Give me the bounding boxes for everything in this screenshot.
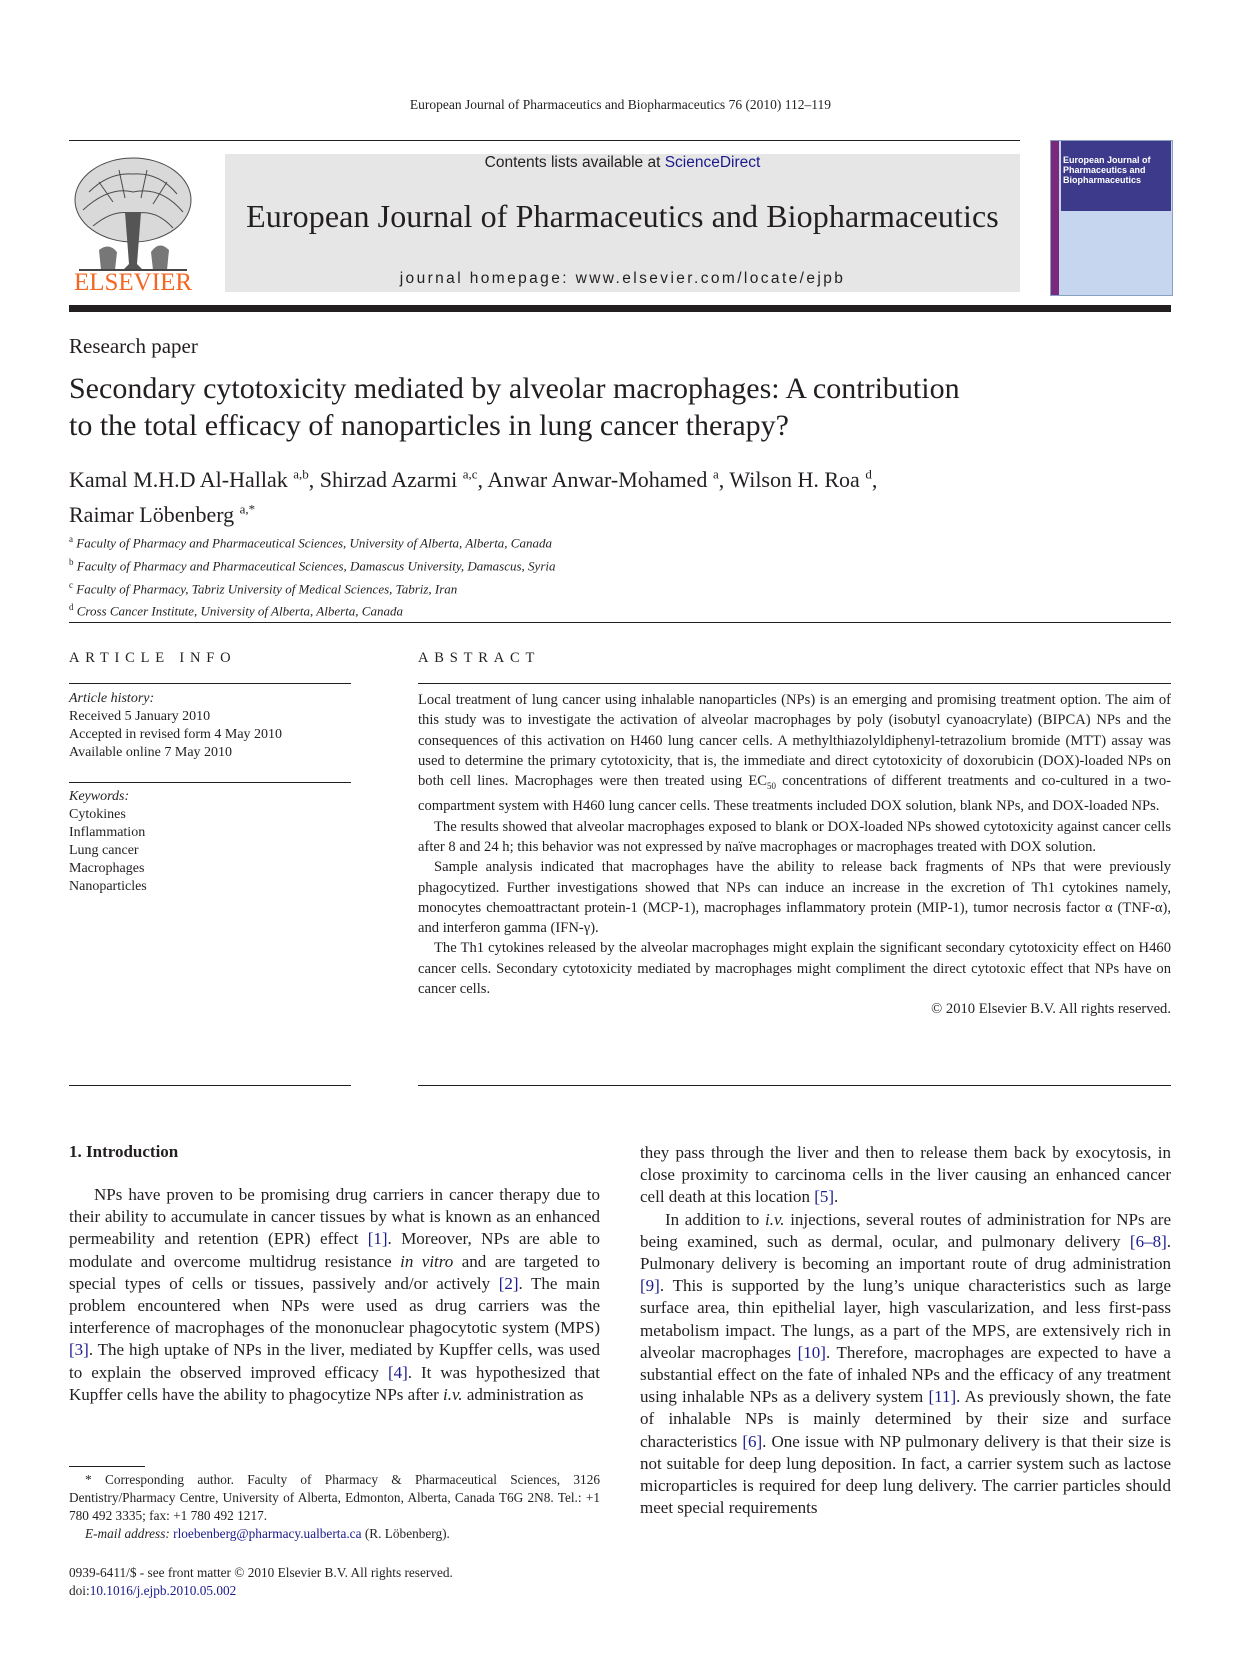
keyword: Inflammation xyxy=(69,825,146,840)
intro-paragraph-1 xyxy=(69,1184,600,1406)
contents-prefix: Contents lists available at xyxy=(484,154,665,171)
text-run: . Moreover, NPs are able to modulate and overcome multidrug resistance xyxy=(69,1229,600,1271)
abstract-bottom-rule xyxy=(418,1085,1171,1086)
intro-paragraph-1-cont xyxy=(640,1142,1171,1209)
sciencedirect-link[interactable]: ScienceDirect xyxy=(664,154,761,171)
corresponding-author-note: * Corresponding author. Faculty of Pharmacy & Pharmaceutical Sciences, 3126 Dentistry/Pharmacy Centre, University of Alberta, Edmonton, Alberta, Canada T6G 2N8. Tel.: +1 780 492 3335; fax: +1 780 492 1217. xyxy=(69,1472,600,1523)
text-run: administration as xyxy=(462,1384,584,1404)
text-run: and are targeted to special types of cells or tissues, passively and/or actively xyxy=(69,1251,601,1293)
journal-title: European Journal of Pharmaceutics and Biopharmaceutics xyxy=(246,198,999,234)
article-info-rule xyxy=(69,683,351,684)
text-run: . As previously shown, the fate of inhalable NPs is mainly determined by their size and surface characteristics xyxy=(640,1387,1171,1451)
title-line-2: to the total efficacy of nanoparticles in lung cancer therapy? xyxy=(69,409,789,442)
text-run: . The main problem encountered when NPs were used as drug carriers was the interference of macrophages of the mononuclear phagocytotic system (MPS) xyxy=(69,1273,600,1338)
keywords xyxy=(69,788,147,896)
text-run: . Pulmonary delivery is becoming an important route of drug administration xyxy=(640,1231,1171,1274)
journal-citation: European Journal of Pharmaceutics and Biopharmaceutics 76 (2010) 112–119 xyxy=(409,97,832,112)
intro-paragraph-2 xyxy=(640,1209,1171,1520)
author-5[interactable]: Raimar Löbenberg $^{a,*}$ xyxy=(69,501,256,527)
elsevier-tree-icon xyxy=(69,152,197,292)
cover-title: European Journal of Pharmaceutics and Biopharmaceutics xyxy=(1063,155,1151,185)
text-run: . It was hypothesized that Kupffer cells have the ability to phagocytize NPs after xyxy=(69,1362,600,1404)
abstract-paragraph-4: The Th1 cytokines released by the alveolar macrophages might explain the significant secondary cytotoxicity effect on H460 cancer cells. Secondary cytotoxicity mediated by macrophages might compliment the direct cytotoxic effect that NPs have on cancer cells. xyxy=(418,940,1171,998)
text-run: . One issue with NP pulmonary delivery is that their size is not suitable for deep lung deposition. In fact, a carrier system such as lactose microparticles is required for deep lung delivery. The carrier particles should meet special requirements xyxy=(640,1431,1172,1518)
affiliation-c: $^c$ Faculty of Pharmacy, Tabriz University of Medical Sciences, Tabriz, Iran xyxy=(69,579,458,596)
doi-line: doi:10.1016/j.ejpb.2010.05.002 xyxy=(69,1583,237,1598)
abstract-copyright: © 2010 Elsevier B.V. All rights reserved. xyxy=(931,1001,1171,1018)
author-1[interactable]: Kamal M.H.D Al-Hallak $^{a,b}$ xyxy=(69,467,309,493)
text-run: they pass through the liver and then to release them back by exocytosis, in close proximity to carcinoma cells in the liver causing an enhanced cancer cell death at this location xyxy=(640,1143,1171,1207)
online-date: Available online 7 May 2010 xyxy=(69,745,233,760)
affiliation-d: $^d$ Cross Cancer Institute, University of Alberta, Alberta, Canada xyxy=(69,602,403,619)
keyword: Nanoparticles xyxy=(69,879,147,894)
italic-term: i.v. xyxy=(765,1209,785,1229)
author-list: Kamal M.H.D Al-Hallak $^{a,b}$, Shirzad Azarmi $^{a,c}$, Anwar Anwar-Mohamed $^a$, Wilson H. Roa $^d$, Raimar Löbenberg $^{a,*}$ xyxy=(69,467,878,527)
author-4[interactable]: Wilson H. Roa $^d$ xyxy=(729,467,872,493)
article-info-heading: ARTICLE INFO xyxy=(69,650,237,666)
body-column-2 xyxy=(640,1142,1171,1519)
header-thick-rule xyxy=(69,305,1171,312)
author-3[interactable]: Anwar Anwar-Mohamed $^a$ xyxy=(487,467,719,493)
keywords-rule xyxy=(69,782,351,783)
author-2[interactable]: Shirzad Azarmi $^{a,c}$ xyxy=(319,467,478,493)
affiliation-rule xyxy=(69,622,1171,623)
text-run: injections, several routes of administration for NPs are being examined, such as dermal, ocular, and pulmonary delivery xyxy=(640,1209,1171,1251)
contents-line xyxy=(225,154,1020,172)
citation-link[interactable]: [6] xyxy=(742,1431,763,1451)
text-run: . xyxy=(834,1187,839,1207)
citation-link[interactable]: [1] xyxy=(367,1229,388,1249)
journal-cover[interactable] xyxy=(1050,140,1173,296)
citation-link[interactable]: [3] xyxy=(69,1340,89,1360)
text-run: . This is supported by the lung’s unique characteristics such as large surface area, thin epithelial layer, high vascularization, and less first-pass metabolism impact. The lungs, as a part of the MPS, are extensively rich in alveolar macrophages xyxy=(640,1276,1171,1362)
keyword: Cytokines xyxy=(69,807,126,822)
affiliations xyxy=(69,530,555,621)
keywords-label: Keywords: xyxy=(69,789,130,804)
citation-link[interactable]: [10] xyxy=(797,1342,826,1362)
elsevier-logo[interactable] xyxy=(69,152,197,292)
abstract-paragraph-3: Sample analysis indicated that macrophages have the ability to release back fragments of NPs that were previously phagocytized. Further investigations showed that NPs can induce an increase in the excretion of Th1 cytokines namely, monocytes chemoattractant protein-1 (MCP-1), macrophages inflammatory protein (MIP-1), tumor necrosis factor α (TNF-α), and interferon gamma (IFN-γ). xyxy=(418,859,1171,937)
abstract-paragraph-1: Local treatment of lung cancer using inhalable nanoparticles (NPs) is an emerging and promising treatment option. The aim of this study was to investigate the activation of alveolar macrophages by poly (isobutyl cyanoacrylate) (BIPCA) NPs and the consequences of this activation on H460 lung cancer cells. A methylthiazolyldiphenyl-tetrazolium bromide (MTT) assay was used to determine the primary cytotoxicity, that is, the immediate and direct cytotoxicity of doxorubicin (DOX)-loaded NPs on both cell lines. Macrophages were then treated using $EC_{50}$ concentrations of different treatments and co-cultured in a two-compartment system with H460 lung cancer cells. These treatments included DOX solution, blank NPs, and DOX-loaded NPs. xyxy=(418,692,1171,815)
bottom-matter xyxy=(69,1564,453,1600)
italic-term: in vitro xyxy=(400,1251,454,1271)
citation-link[interactable]: [2] xyxy=(498,1273,519,1293)
journal-homepage[interactable]: journal homepage: www.elsevier.com/locate/ejpb xyxy=(399,270,846,287)
revised-date: Accepted in revised form 4 May 2010 xyxy=(69,727,283,742)
title-line-1: Secondary cytotoxicity mediated by alveolar macrophages: A contribution xyxy=(69,372,960,405)
header-rule xyxy=(69,140,1020,141)
text-run: In addition to xyxy=(665,1209,766,1229)
text-run: NPs have proven to be promising drug carriers in cancer therapy due to their ability to accumulate in cancer tissues by what is known as an enhanced permeability and retention (EPR) effect xyxy=(69,1185,600,1249)
affiliation-b: $^b$ Faculty of Pharmacy and Pharmaceutical Sciences, Damascus University, Damascus, Syria xyxy=(69,556,556,574)
affiliation-a: $^a$ Faculty of Pharmacy and Pharmaceutical Sciences, University of Alberta, Alberta, Canada xyxy=(69,534,552,551)
abstract-rule xyxy=(418,683,1171,684)
abstract-body xyxy=(418,690,1171,1020)
text-run: . Therefore, macrophages are expected to have a substantial effect on the fate of inhaled NPs and the efficacy of any treatment using inhalable NPs as a delivery system xyxy=(640,1342,1171,1407)
abstract-paragraph-2: The results showed that alveolar macrophages exposed to blank or DOX-loaded NPs showed cytotoxicity against cancer cells after 8 and 24 h; this behavior was not expressed by naïve macrophages or macrophages treated with DOX solution. xyxy=(418,818,1171,855)
citation-link[interactable]: [11] xyxy=(928,1387,957,1407)
footnote-rule xyxy=(69,1466,145,1467)
article-info-bottom-rule xyxy=(69,1085,351,1086)
section-type: Research paper xyxy=(69,334,198,358)
abstract-heading: ABSTRACT xyxy=(418,650,541,666)
introduction-heading: 1. Introduction xyxy=(69,1142,179,1161)
citation-link[interactable]: [5] xyxy=(814,1187,835,1207)
article-history xyxy=(69,690,282,762)
history-label: Article history: xyxy=(69,691,155,706)
elsevier-wordmark: ELSEVIER xyxy=(73,269,193,292)
cover-spine xyxy=(1051,141,1059,295)
received-date: Received 5 January 2010 xyxy=(69,709,211,724)
citation-link[interactable]: [4] xyxy=(387,1362,408,1382)
email-note: E-mail address: rloebenberg@pharmacy.ualberta.ca (R. Löbenberg). xyxy=(85,1526,450,1541)
footnote xyxy=(69,1471,600,1543)
keyword: Lung cancer xyxy=(69,843,139,858)
article-title xyxy=(69,370,1129,444)
doi-link[interactable]: 10.1016/j.ejpb.2010.05.002 xyxy=(89,1583,237,1598)
italic-term: i.v. xyxy=(443,1384,463,1404)
citation-link[interactable]: [6–8] xyxy=(1129,1231,1167,1251)
issn-line: 0939-6411/$ - see front matter © 2010 Elsevier B.V. All rights reserved. xyxy=(69,1565,453,1580)
citation-link[interactable]: [9] xyxy=(640,1276,660,1296)
text-run: . The high uptake of NPs in the liver, mediated by Kupffer cells, was used to explain the observed improved efficacy xyxy=(69,1340,600,1382)
keyword: Macrophages xyxy=(69,861,145,876)
body-column-1 xyxy=(69,1184,600,1406)
email-link[interactable]: rloebenberg@pharmacy.ualberta.ca xyxy=(173,1526,362,1541)
